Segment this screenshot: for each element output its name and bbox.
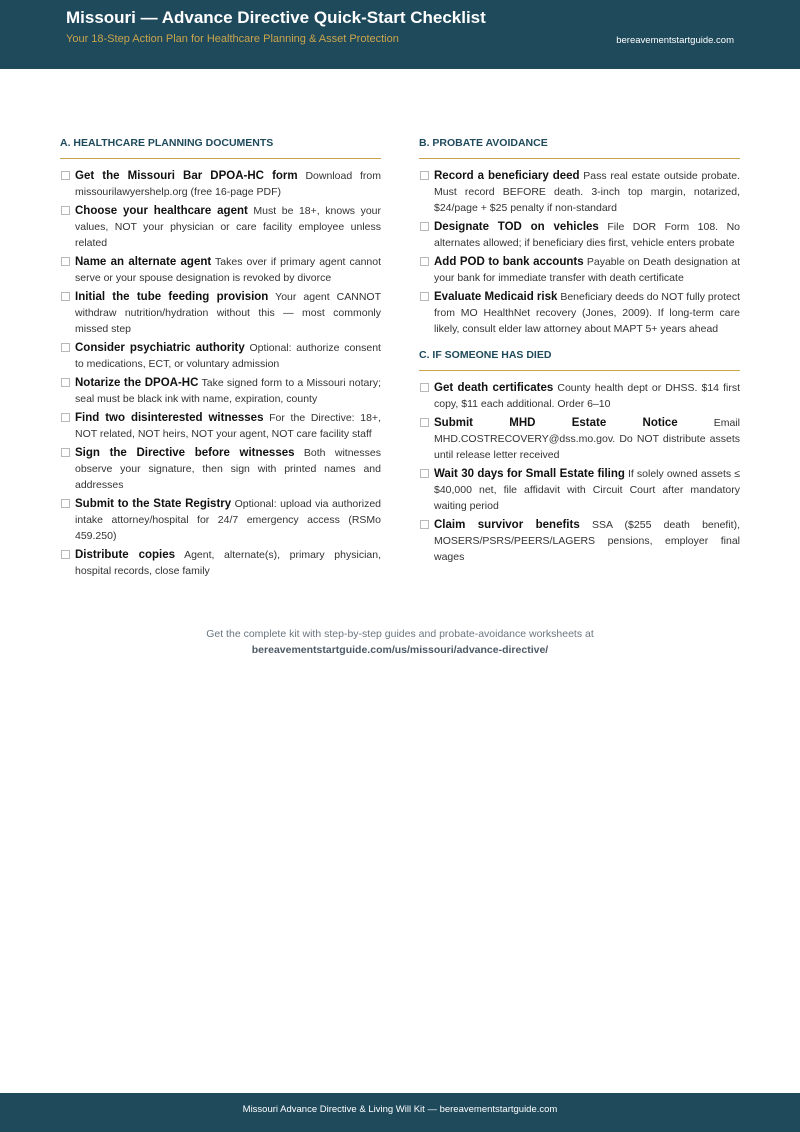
checklist-item [60, 340, 381, 372]
checklist-item [60, 289, 381, 337]
checkbox[interactable] [61, 206, 70, 215]
checklist-item [60, 375, 381, 407]
item-description: Take signed form to a Missouri notary; seal must be black ink with name, expiration, county [75, 377, 381, 405]
item-title: Notarize the DPOA-HC [75, 377, 199, 389]
item-title: Distribute copies [75, 549, 176, 561]
cta-block [0, 626, 800, 658]
item-description: Pass real estate outside probate. Must record BEFORE death. 3-inch top margin, notarized, $24/page + $25 penalty if non-standard [434, 170, 740, 214]
checkbox[interactable] [61, 499, 70, 508]
checkbox[interactable] [420, 383, 429, 392]
checklist-item [60, 254, 381, 286]
checkbox[interactable] [420, 418, 429, 427]
checklist-item [419, 415, 740, 463]
checklist-probate [419, 168, 740, 337]
header-site: bereavementstartguide.com [616, 35, 734, 46]
checkbox[interactable] [61, 448, 70, 457]
item-description: Must be 18+, knows your values, NOT your physician or care facility employee unless related [75, 205, 382, 249]
item-title: Designate TOD on vehicles [434, 221, 599, 233]
item-title: Name an alternate agent [75, 256, 212, 268]
checklist-item [60, 168, 381, 200]
item-description: Email MHD.COSTRECOVERY@dss.mo.gov. Do NOT distribute assets until release letter received [434, 417, 740, 461]
section-heading-healthcare: A. HEALTHCARE PLANNING DOCUMENTS [60, 137, 381, 159]
item-description: File DOR Form 108. No alternates allowed; if beneficiary dies first, vehicle enters probate [434, 221, 741, 249]
item-title: Record a beneficiary deed [434, 170, 580, 182]
checklist-item [60, 410, 381, 442]
checkbox[interactable] [420, 469, 429, 478]
item-title: Consider psychiatric authority [75, 342, 245, 354]
item-description: Download from missourilawyershelp.org (free 16-page PDF) [75, 170, 381, 198]
item-description: Takes over if primary agent cannot serve or your spouse designation is revoked by divorce [75, 256, 382, 284]
checklist-item [419, 517, 740, 565]
item-title: Sign the Directive before witnesses [75, 447, 295, 459]
checklist-healthcare [60, 168, 381, 579]
checkbox[interactable] [420, 520, 429, 529]
item-title: Choose your healthcare agent [75, 205, 248, 217]
checklist-item [419, 466, 740, 514]
header-band [0, 0, 800, 69]
item-title: Initial the tube feeding provision [75, 291, 269, 303]
checkbox[interactable] [61, 292, 70, 301]
item-title: Wait 30 days for Small Estate filing [434, 468, 625, 480]
section-heading-died: C. IF SOMEONE HAS DIED [419, 349, 740, 371]
checklist-item [419, 168, 740, 216]
item-title: Find two disinterested witnesses [75, 412, 264, 424]
item-description: Agent, alternate(s), primary physician, hospital records, close family [75, 549, 381, 577]
section-heading-probate: B. PROBATE AVOIDANCE [419, 137, 740, 159]
item-description: Both witnesses observe your signature, then sign with printed names and addresses [75, 447, 381, 491]
checkbox[interactable] [420, 222, 429, 231]
page-title: Missouri — Advance Directive Quick-Start Checklist [66, 8, 486, 27]
checklist-item [60, 547, 381, 579]
cta-link[interactable]: bereavementstartguide.com/us/missouri/advance-directive/ [251, 644, 549, 656]
page-subtitle: Your 18-Step Action Plan for Healthcare Planning & Asset Protection [66, 33, 399, 45]
column-left [60, 137, 381, 582]
item-title: Submit to the State Registry [75, 498, 232, 510]
checkbox[interactable] [61, 413, 70, 422]
item-title: Submit MHD Estate Notice [434, 417, 678, 429]
item-description: If solely owned assets ≤ $40,000 net, file affidavit with Circuit Court after mandatory waiting period [434, 468, 741, 512]
item-title: Get the Missouri Bar DPOA-HC form [75, 170, 298, 182]
cta-text: Get the complete kit with step-by-step guides and probate-avoidance worksheets at [206, 628, 594, 640]
checkbox[interactable] [420, 171, 429, 180]
item-description: Payable on Death designation at your bank for immediate transfer with death certificate [434, 256, 740, 284]
checkbox[interactable] [61, 550, 70, 559]
column-right [419, 137, 740, 568]
item-title: Add POD to bank accounts [434, 256, 584, 268]
checklist-item [60, 203, 381, 251]
checkbox[interactable] [61, 171, 70, 180]
item-description: Optional: authorize consent to medications, ECT, or voluntary admission [75, 342, 381, 370]
checklist-item [419, 289, 740, 337]
item-description: SSA ($255 death benefit), MOSERS/PSRS/PEERS/LAGERS pensions, employer final wages [434, 519, 741, 563]
checklist-item [419, 219, 740, 251]
checklist-item [419, 254, 740, 286]
checkbox[interactable] [420, 257, 429, 266]
checkbox[interactable] [61, 257, 70, 266]
checkbox[interactable] [420, 292, 429, 301]
item-description: For the Directive: 18+, NOT related, NOT heirs, NOT your agent, NOT care facility staff [75, 412, 381, 440]
checklist-item [419, 380, 740, 412]
item-description: Optional: upload via authorized intake attorney/hospital for 24/7 emergency access (RSMo 459.250) [75, 498, 382, 542]
item-description: County health dept or DHSS. $14 first copy, $11 each additional. Order 6–10 [434, 382, 740, 410]
item-title: Evaluate Medicaid risk [434, 291, 558, 303]
item-description: Your agent CANNOT withdraw nutrition/hydration without this — most commonly missed step [75, 291, 382, 335]
checklist-item [60, 445, 381, 493]
footer: Missouri Advance Directive & Living Will Kit — bereavementstartguide.com [0, 1093, 800, 1132]
checkbox[interactable] [61, 378, 70, 387]
checkbox[interactable] [61, 343, 70, 352]
item-title: Get death certificates [434, 382, 554, 394]
checklist-item [60, 496, 381, 544]
checklist-died [419, 380, 740, 565]
item-description: Beneficiary deeds do NOT fully protect from MO HealthNet recovery (Jones, 2009). If long-term care likely, consult elder law attorney about MAPT 5+ years ahead [434, 291, 740, 335]
item-title: Claim survivor benefits [434, 519, 580, 531]
